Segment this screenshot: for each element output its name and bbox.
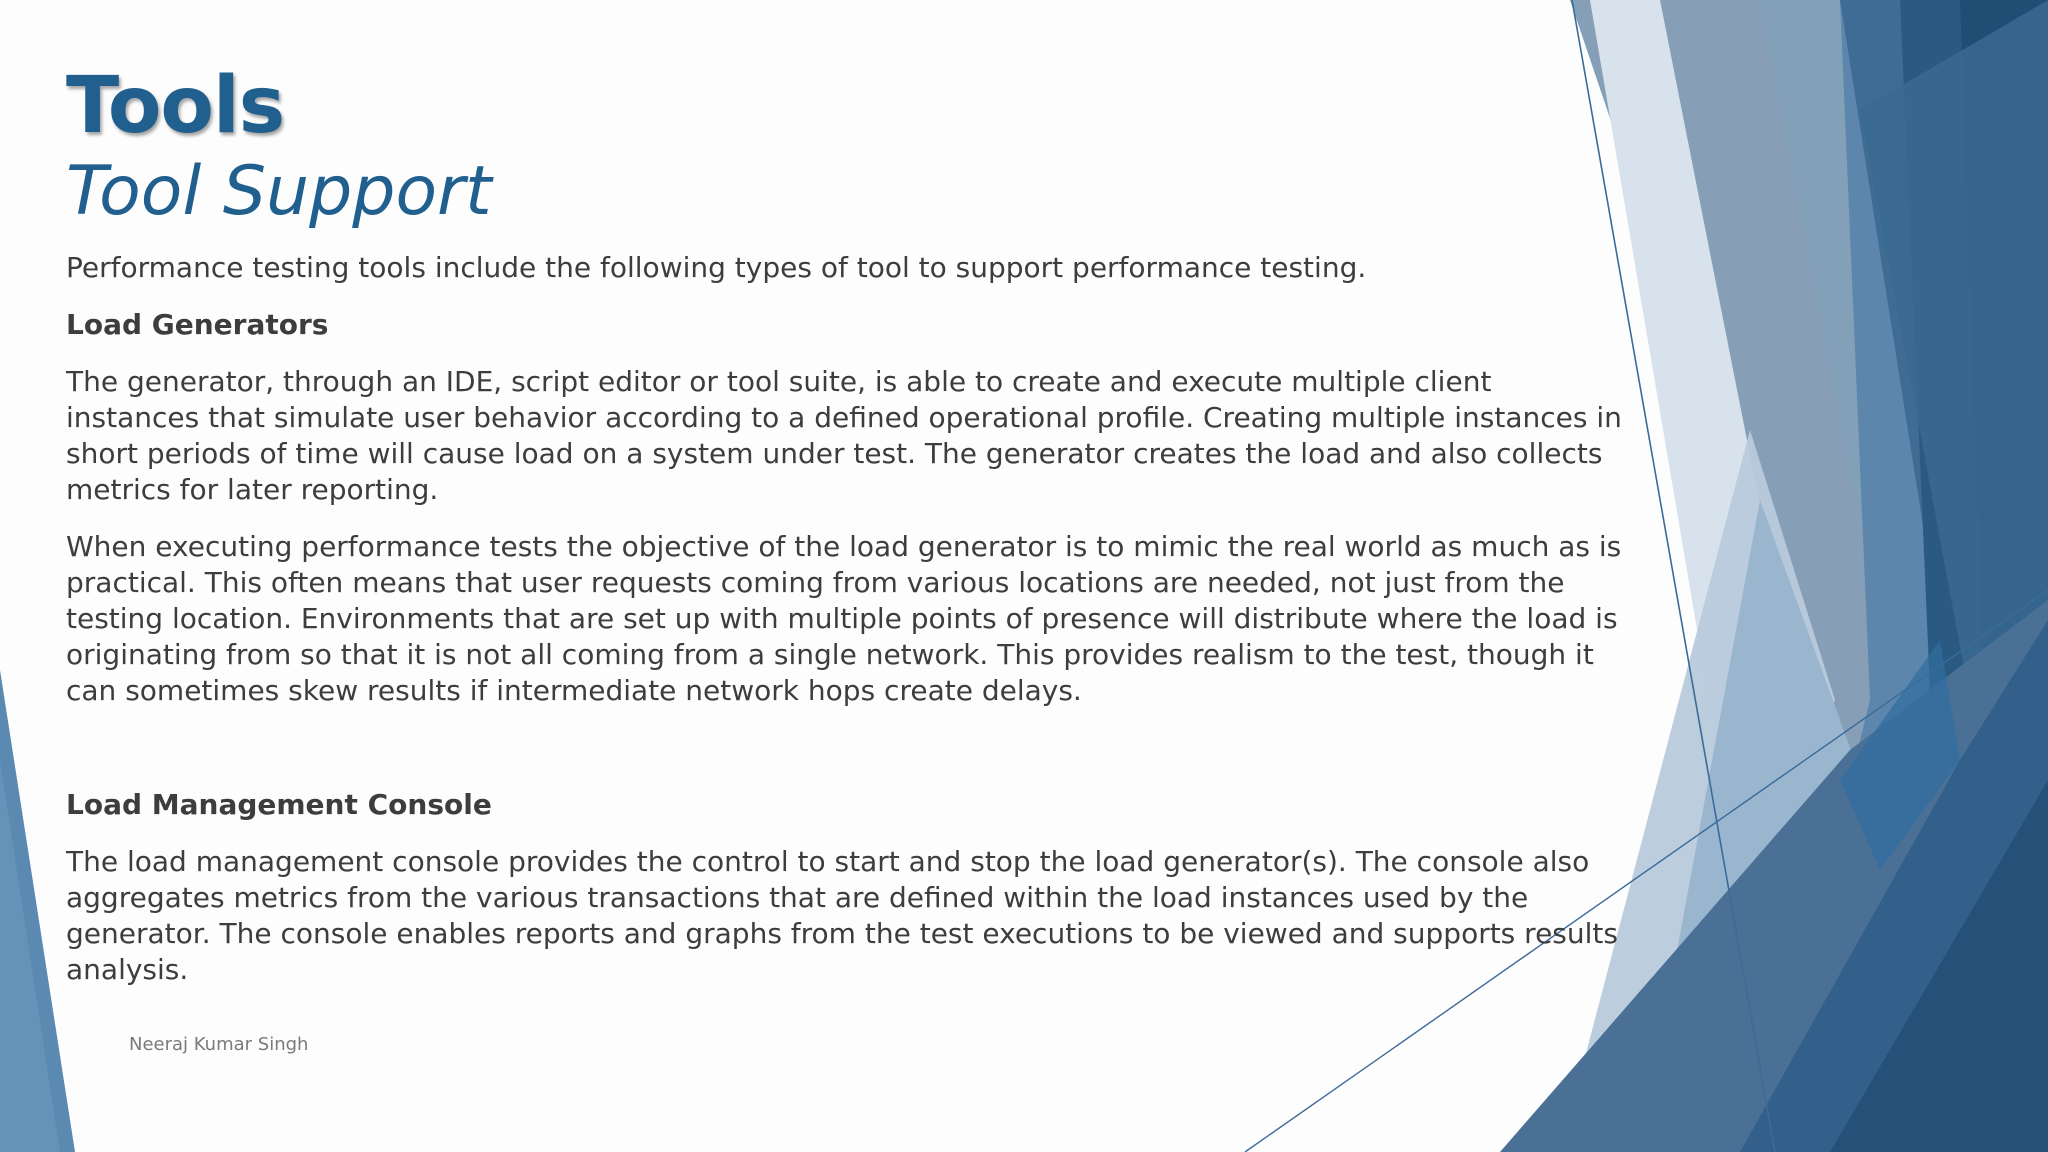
load-management-console-paragraph: The load management console provides the control to start and stop the load generator(s). The console also aggregates metrics from the various transactions that are defined within the load instances used by the generator. The console enables reports and graphs from the test executions to be viewed and supports results analysis. bbox=[66, 845, 1618, 986]
footer-author: Neeraj Kumar Singh bbox=[129, 1034, 309, 1055]
load-generators-paragraph-1: The generator, through an IDE, script editor or tool suite, is able to create and execute multiple client instances that simulate user behavior according to a defined operational profile. Creating multiple instances in short periods of time will cause load on a system under test. The generator creates the load and also collects metrics for later reporting. bbox=[66, 365, 1622, 506]
load-generators-paragraph-2: When executing performance tests the objective of the load generator is to mimic the real world as much as is practical. This often means that user requests coming from various locations are needed, not just from the testing location. Environments that are set up with multiple points of presence will distribute where the load is originating from so that it is not all coming from a single network. This provides realism to the test, though it can sometimes skew results if intermediate network hops create delays. bbox=[66, 530, 1622, 707]
slide-subtitle: Tool Support bbox=[66, 152, 492, 231]
slide-title: Tools bbox=[66, 61, 285, 151]
intro-paragraph: Performance testing tools include the following types of tool to support performance testing. bbox=[66, 251, 1367, 284]
section-heading-load-generators: Load Generators bbox=[66, 308, 329, 341]
spacer bbox=[66, 730, 1626, 787]
section-heading-load-management-console: Load Management Console bbox=[66, 788, 492, 821]
slide-body bbox=[66, 250, 1626, 1009]
